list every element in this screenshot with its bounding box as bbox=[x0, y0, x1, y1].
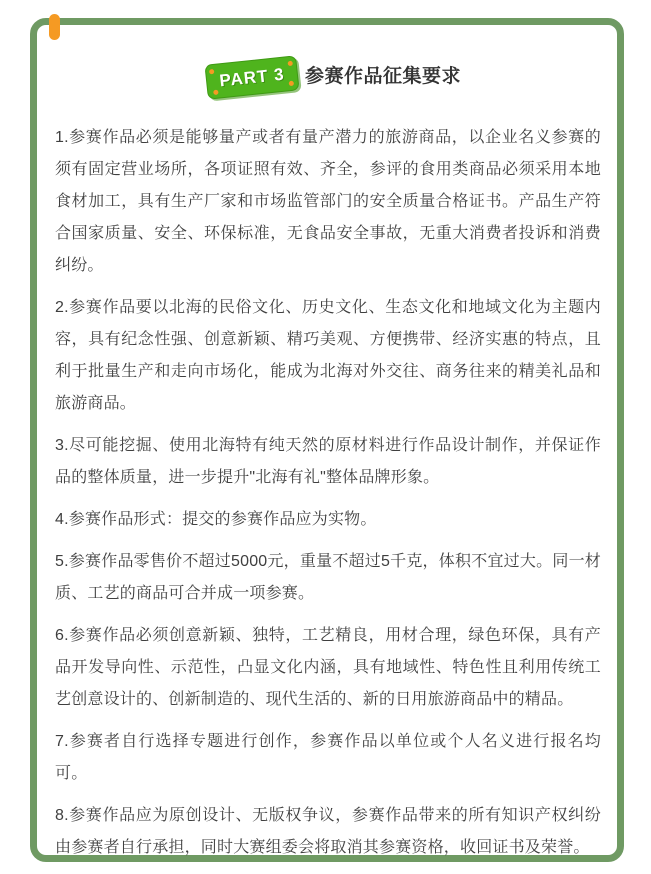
requirements-list bbox=[55, 122, 601, 874]
part-badge-label: PART 3 bbox=[218, 64, 286, 90]
badge-screw-dot-bottom-right bbox=[289, 81, 294, 86]
badge-screw-dot-bottom-left bbox=[213, 90, 218, 95]
badge-screw-dot-top-left bbox=[209, 69, 214, 74]
requirement-paragraph-3: 3.尽可能挖掘、使用北海特有纯天然的原材料进行作品设计制作，并保证作品的整体质量，进一步提升"北海有礼"整体品牌形象。 bbox=[55, 437, 601, 486]
orange-pill-decoration bbox=[49, 14, 60, 40]
requirement-paragraph-7: 7.参赛者自行选择专题进行创作，参赛作品以单位或个人名义进行报名均可。 bbox=[55, 733, 601, 782]
requirement-paragraph-2: 2.参赛作品要以北海的民俗文化、历史文化、生态文化和地域文化为主题内容，具有纪念性强、创意新颖、精巧美观、方便携带、经济实惠的特点，且利于批量生产和走向市场化，能成为北海对外交往、商务往来的精美礼品和旅游商品。 bbox=[55, 299, 601, 412]
requirement-paragraph-4: 4.参赛作品形式：提交的参赛作品应为实物。 bbox=[55, 511, 377, 528]
requirement-paragraph-6: 6.参赛作品必须创意新颖、独特，工艺精良，用材合理，绿色环保，具有产品开发导向性、示范性，凸显文化内涵，具有地域性、特色性且利用传统工艺创意设计的、创新制造的、现代生活的、新的日用旅游商品中的精品。 bbox=[55, 627, 601, 708]
requirement-paragraph-1: 1.参赛作品必须是能够量产或者有量产潜力的旅游商品，以企业名义参赛的须有固定营业场所，各项证照有效、齐全，参评的食用类商品必须采用本地食材加工，具有生产厂家和市场监管部门的安全质量合格证书。产品生产符合国家质量、安全、环保标准，无食品安全事故，无重大消费者投诉和消费纠纷。 bbox=[55, 129, 601, 274]
requirement-paragraph-8: 8.参赛作品应为原创设计、无版权争议，参赛作品带来的所有知识产权纠纷由参赛者自行承担，同时大赛组委会将取消其参赛资格，收回证书及荣誉。 bbox=[55, 807, 601, 856]
section-title: 参赛作品征集要求 bbox=[305, 66, 462, 87]
badge-screw-dot-top-right bbox=[287, 61, 292, 66]
requirement-paragraph-5: 5.参赛作品零售价不超过5000元，重量不超过5千克，体积不宜过大。同一材质、工艺的商品可合并成一项参赛。 bbox=[55, 553, 601, 602]
